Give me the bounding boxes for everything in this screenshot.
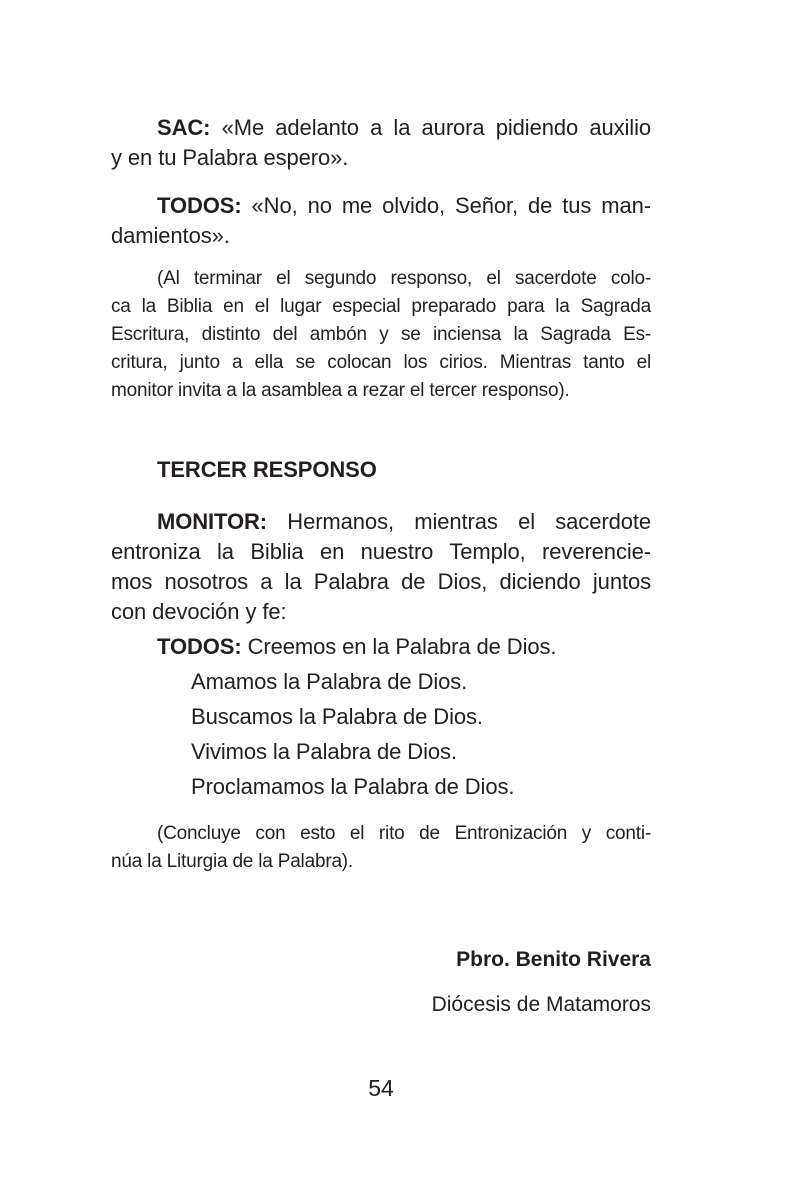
signature-author: Pbro. Benito Rivera (456, 948, 651, 971)
sac-paragraph (111, 113, 651, 173)
text-line: SAC: «Me adelanto a la aurora pidiendo auxilio (157, 115, 651, 140)
text-line: núa la Liturgia de la Palabra). (111, 851, 354, 872)
signature-diocese: Diócesis de Matamoros (431, 993, 651, 1016)
text-line: entroniza la Biblia en nuestro Templo, reverencie- (111, 539, 651, 564)
speaker-label: MONITOR: (157, 509, 268, 534)
rubric-conclusion (111, 820, 651, 876)
text-line: TODOS: Creemos en la Palabra de Dios. (157, 634, 557, 659)
page-content (111, 113, 651, 1020)
text-line: y en tu Palabra espero». (111, 145, 349, 170)
text-line: Amamos la Palabra de Dios. (191, 669, 468, 694)
text-line: (Al terminar el segundo responso, el sacerdote colo- (157, 268, 651, 289)
speaker-label: TODOS: (157, 193, 242, 218)
text-line: monitor invita a la asamblea a rezar el tercer responso). (111, 380, 570, 401)
signature (111, 945, 651, 1020)
text-line: critura, junto a ella se colocan los cirios. Mientras tanto el (111, 352, 651, 373)
creed-paragraph (111, 629, 651, 804)
monitor-paragraph (111, 507, 651, 627)
heading-tercer-responso: TERCER RESPONSO (157, 457, 377, 482)
text-line: Proclamamos la Palabra de Dios. (191, 774, 515, 799)
text-line: Buscamos la Palabra de Dios. (191, 704, 483, 729)
speaker-label: TODOS: (157, 634, 242, 659)
text-line: Escritura, distinto del ambón y se inciensa la Sagrada Es- (111, 324, 651, 345)
todos-paragraph (111, 191, 651, 251)
text-line: con devoción y fe: (111, 599, 287, 624)
text-line: Vivimos la Palabra de Dios. (191, 739, 457, 764)
text-line: TODOS: «No, no me olvido, Señor, de tus man- (157, 193, 651, 218)
text-line: ca la Biblia en el lugar especial preparado para la Sagrada (111, 296, 651, 317)
page-number: 54 (368, 1075, 394, 1101)
text-line: MONITOR: Hermanos, mientras el sacerdote (157, 509, 651, 534)
rubric-entronization (111, 265, 651, 405)
text-line: (Concluye con esto el rito de Entronización y conti- (157, 823, 651, 844)
text-line: damientos». (111, 223, 230, 248)
speaker-label: SAC: (157, 115, 211, 140)
text-line: mos nosotros a la Palabra de Dios, diciendo juntos (111, 569, 651, 594)
